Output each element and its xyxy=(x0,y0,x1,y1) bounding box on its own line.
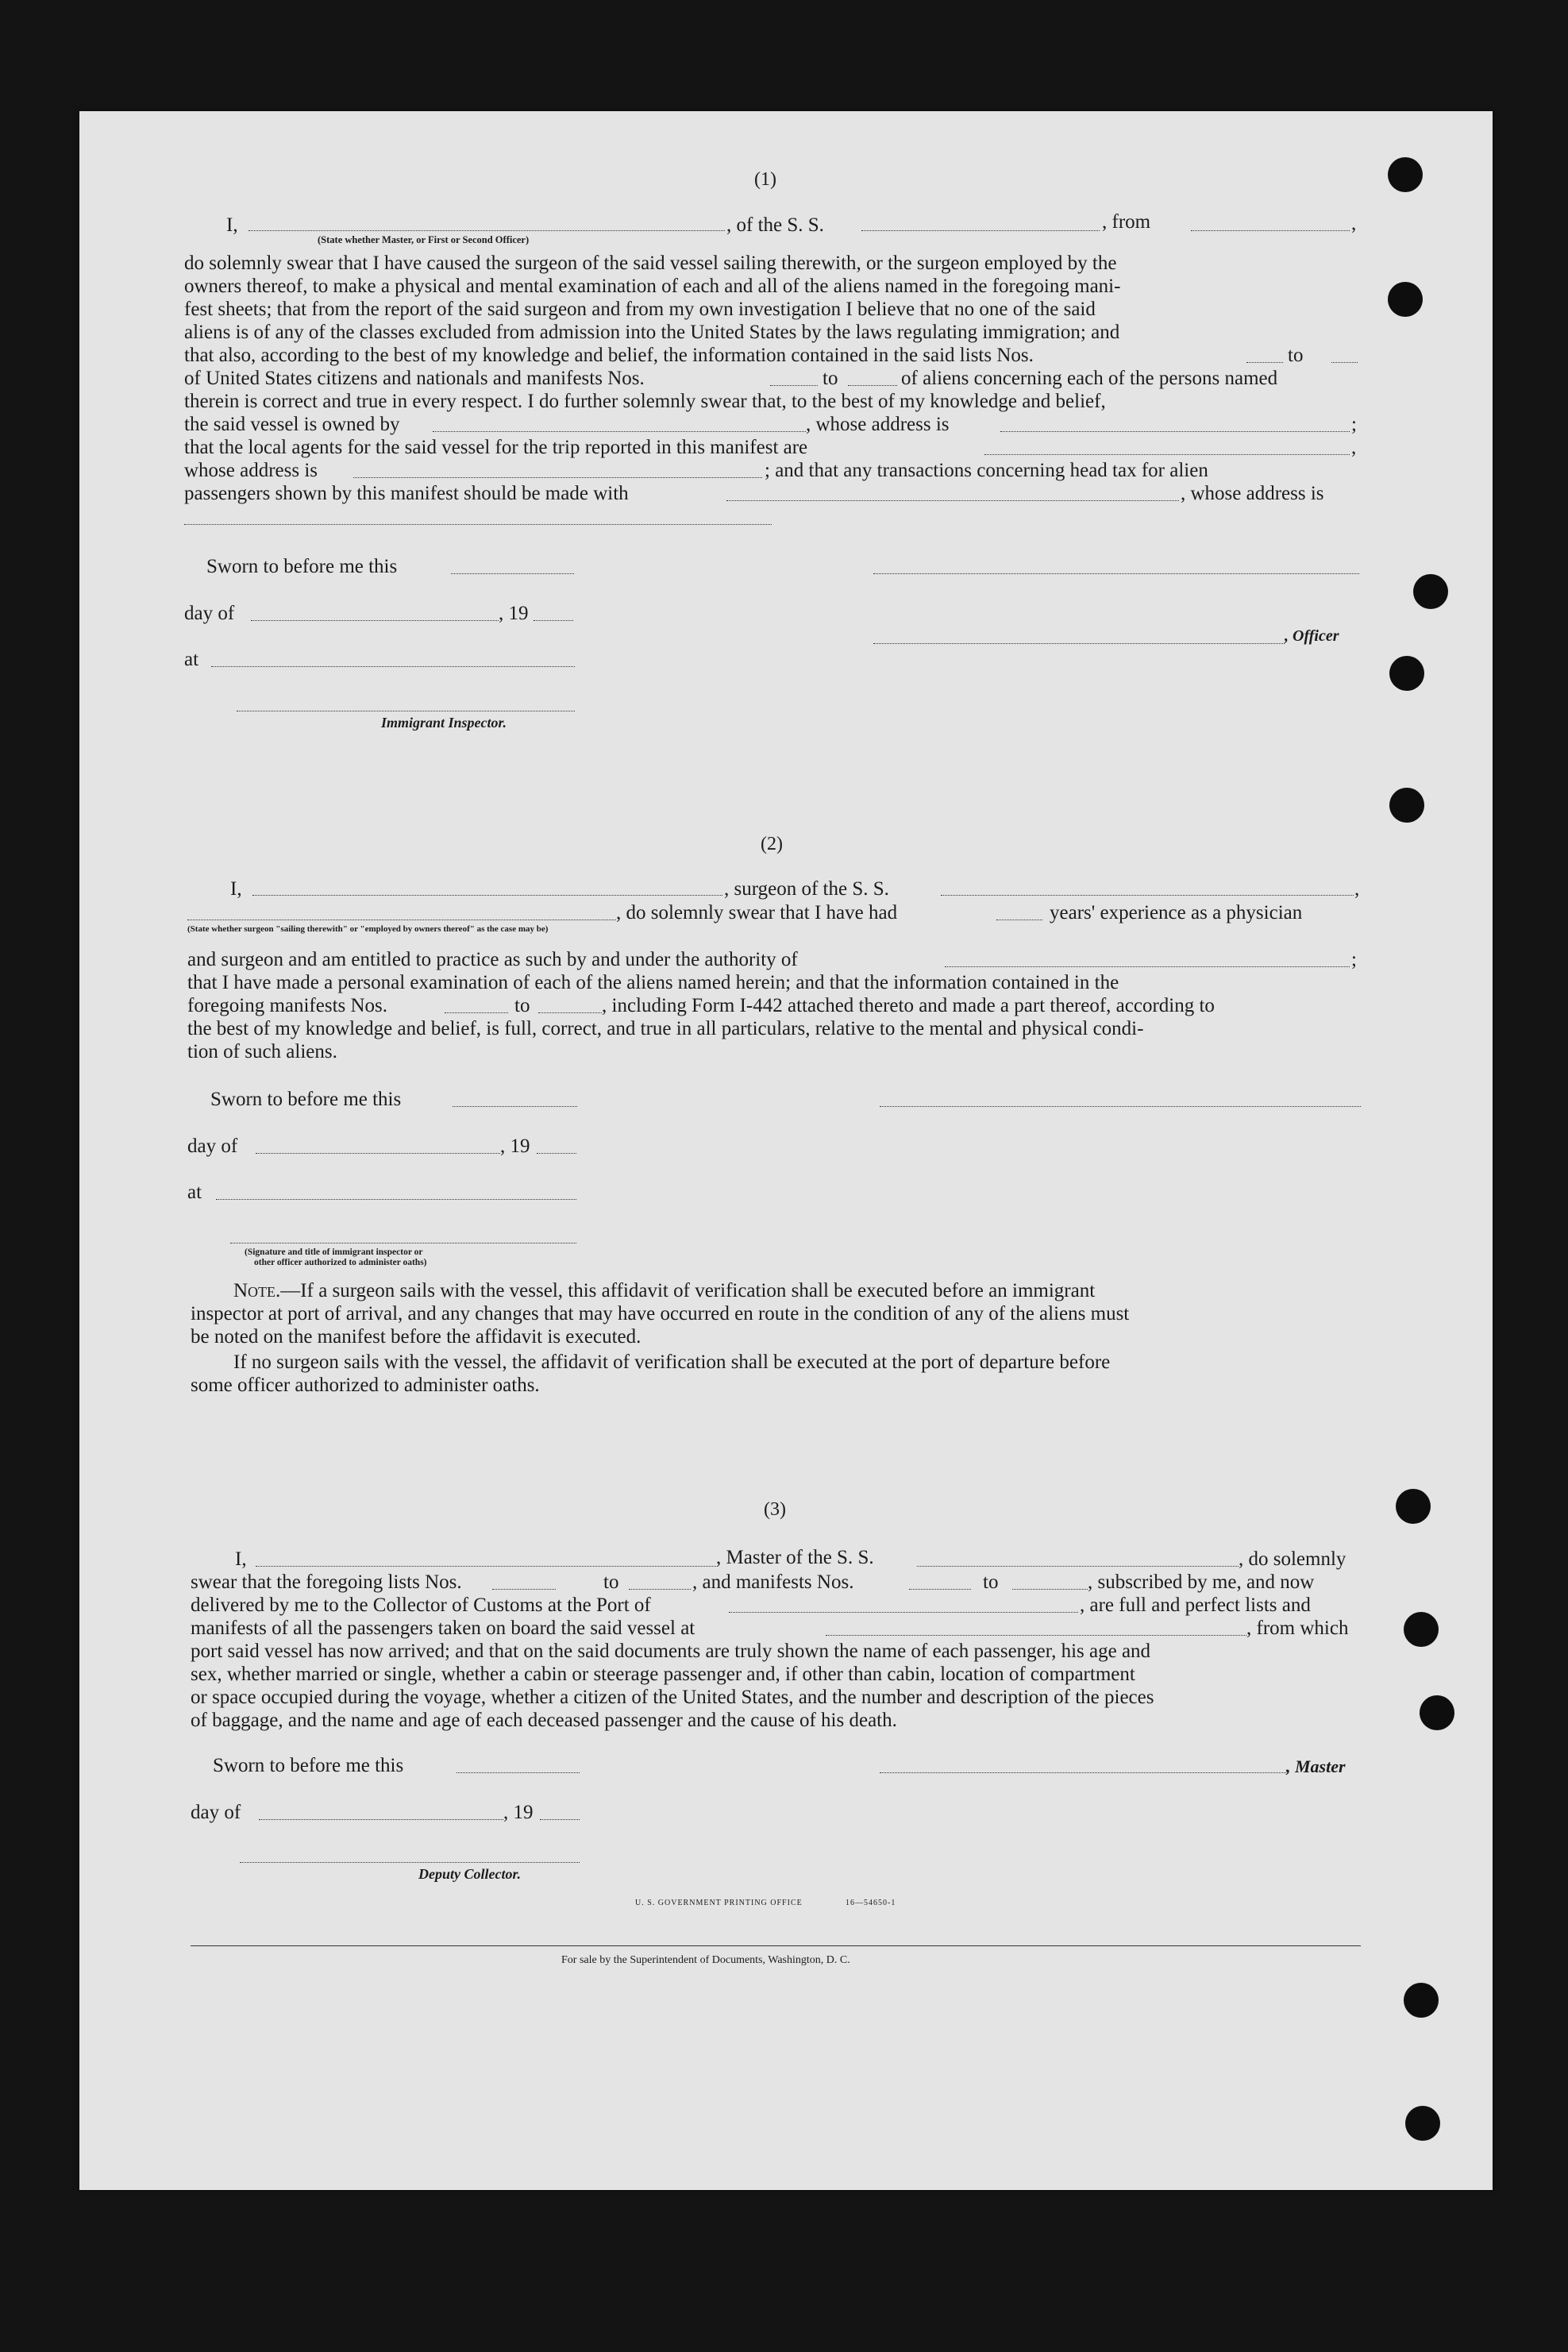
collector-signature-field[interactable] xyxy=(240,1862,580,1863)
manifests-to-field[interactable] xyxy=(538,1012,602,1013)
section-1-heading: (1) xyxy=(754,169,776,190)
note-label: Note. xyxy=(233,1280,281,1301)
section-3-to: to xyxy=(603,1571,619,1593)
section-3-manifests: , and manifests Nos. xyxy=(692,1571,854,1593)
section-1-owned-by: the said vessel is owned by xyxy=(184,414,400,435)
owner-address-field[interactable] xyxy=(1000,431,1350,432)
arrival-port-field[interactable] xyxy=(729,1612,1078,1613)
sworn-label: Sworn to before me this xyxy=(210,1089,402,1110)
section-2-years: years' experience as a physician xyxy=(1050,902,1303,923)
section-1-to: to xyxy=(823,368,838,389)
signature-field[interactable] xyxy=(873,573,1359,574)
officer-rank-field[interactable] xyxy=(248,230,725,231)
note-text: If no surgeon sails with the vessel, the affidavit of verification shall be executed at the port of departure before xyxy=(233,1351,1111,1373)
departure-port-field[interactable] xyxy=(1191,230,1350,231)
section-1-text: do solemnly swear that I have caused the surgeon of the said vessel sailing therewith, or the surgeon employed by the xyxy=(184,253,1117,274)
section-1-agents: that the local agents for the said vessel for the trip reported in this manifest are xyxy=(184,437,808,458)
year-field[interactable] xyxy=(534,620,573,621)
master-name-field[interactable] xyxy=(256,1566,716,1567)
section-3-text: sex, whether married or single, whether a cabin or steerage passenger and, if other than cabin, location of compartment xyxy=(191,1664,1135,1685)
deputy-collector-label: Deputy Collector. xyxy=(418,1866,521,1882)
section-3-text: port said vessel has now arrived; and that on the said documents are truly shown the name of each passenger, his age and xyxy=(191,1641,1151,1662)
punch-hole xyxy=(1404,1612,1439,1647)
surgeon-hint: (State whether surgeon "sailing therewith" or "employed by owners thereof" as the case may be) xyxy=(187,924,549,934)
manifests-from-field[interactable] xyxy=(909,1589,971,1590)
section-3-taken-at: manifests of all the passengers taken on board the said vessel at xyxy=(191,1617,695,1639)
vessel-name-field[interactable] xyxy=(941,895,1354,896)
punch-hole xyxy=(1420,1695,1454,1730)
agents-field[interactable] xyxy=(984,454,1350,455)
officer-signature-field[interactable] xyxy=(873,643,1285,644)
year-label: , 19 xyxy=(503,1802,534,1823)
note-text: —If a surgeon sails with the vessel, this affidavit of verification shall be executed before an immigrant xyxy=(280,1280,1096,1301)
immigrant-inspector-label: Immigrant Inspector. xyxy=(381,715,507,731)
note-text: some officer authorized to administer oaths. xyxy=(191,1375,540,1396)
punch-hole xyxy=(1413,574,1448,609)
signature-hint: (Signature and title of immigrant inspector or xyxy=(245,1247,423,1257)
punch-hole xyxy=(1404,1983,1439,2018)
agents-address-field[interactable] xyxy=(353,477,762,478)
section-1-comma: , xyxy=(1351,437,1357,458)
section-3-ss-label: , Master of the S. S. xyxy=(716,1547,874,1568)
section-3-text: or space occupied during the voyage, whether a citizen of the United States, and the number and description of the pieces xyxy=(191,1687,1154,1708)
section-1-address-label: , whose address is xyxy=(1181,483,1324,504)
section-3-to: to xyxy=(983,1571,999,1593)
section-1-address-label: whose address is xyxy=(184,460,318,481)
section-2-i: I, xyxy=(230,878,242,900)
day-of-label: day of xyxy=(191,1802,241,1823)
surgeon-signature-field[interactable] xyxy=(880,1106,1361,1107)
lists-from-field[interactable] xyxy=(1246,362,1283,363)
section-3-heading: (3) xyxy=(764,1499,786,1520)
sworn-date-field[interactable] xyxy=(451,573,574,574)
head-tax-address-field[interactable] xyxy=(184,524,772,525)
section-3-port-of: delivered by me to the Collector of Customs at the Port of xyxy=(191,1594,651,1616)
manifests-to-field[interactable] xyxy=(848,385,897,386)
sale-notice: For sale by the Superintendent of Documents, Washington, D. C. xyxy=(561,1954,850,1966)
signature-hint: other officer authorized to administer oaths) xyxy=(254,1258,427,1267)
officer-hint: (State whether Master, or First or Second Officer) xyxy=(318,234,530,245)
year-field[interactable] xyxy=(537,1153,576,1154)
section-1-to: to xyxy=(1288,345,1304,366)
section-2-text: that I have made a personal examination of each of the aliens named herein; and that the information contained in the xyxy=(187,972,1119,993)
year-field[interactable] xyxy=(540,1819,580,1820)
year-label: , 19 xyxy=(499,603,529,624)
vessel-name-field[interactable] xyxy=(861,230,1100,231)
year-label: , 19 xyxy=(500,1136,530,1157)
sworn-date-field[interactable] xyxy=(453,1106,577,1107)
section-3-text: , are full and perfect lists and xyxy=(1080,1594,1311,1616)
authority-field[interactable] xyxy=(945,966,1350,967)
printing-office-label: U. S. GOVERNMENT PRINTING OFFICE xyxy=(635,1899,803,1907)
form-number: 16—54650-1 xyxy=(846,1899,896,1907)
section-2-comma: , xyxy=(1354,878,1360,900)
section-3-solemnly: , do solemnly xyxy=(1239,1548,1346,1570)
at-field[interactable] xyxy=(211,666,575,667)
day-of-field[interactable] xyxy=(259,1819,503,1820)
lists-to-field[interactable] xyxy=(1331,362,1358,363)
section-2-text: the best of my knowledge and belief, is full, correct, and true in all particulars, relative to the mental and physical condi- xyxy=(187,1018,1144,1039)
lists-to-field[interactable] xyxy=(629,1589,691,1590)
section-1-semicolon: ; xyxy=(1351,414,1357,435)
section-3-text: , subscribed by me, and now xyxy=(1088,1571,1315,1593)
section-2-text: , including Form I-442 attached thereto and made a part thereof, according to xyxy=(602,995,1215,1016)
section-2-ss-label: , surgeon of the S. S. xyxy=(724,878,889,900)
note-text: be noted on the manifest before the affidavit is executed. xyxy=(191,1326,641,1348)
day-of-field[interactable] xyxy=(251,620,499,621)
officer-label: , Officer xyxy=(1285,627,1339,645)
vessel-name-field[interactable] xyxy=(917,1566,1239,1567)
section-1-comma: , xyxy=(1351,213,1357,234)
punch-hole xyxy=(1405,2106,1440,2141)
section-2-to: to xyxy=(514,995,530,1016)
punch-hole xyxy=(1388,157,1423,192)
sworn-label: Sworn to before me this xyxy=(213,1755,404,1776)
section-1-text: owners thereof, to make a physical and mental examination of each and all of the aliens named in the foregoing mani- xyxy=(184,276,1121,297)
note-line xyxy=(233,1280,1095,1302)
section-3-text: of baggage, and the name and age of each deceased passenger and the cause of his death. xyxy=(191,1710,897,1731)
section-2-heading: (2) xyxy=(761,834,783,854)
section-3-text: , from which xyxy=(1246,1617,1349,1639)
section-2-swear: , do solemnly swear that I have had xyxy=(616,902,898,923)
sworn-date-field[interactable] xyxy=(457,1772,580,1773)
at-label: at xyxy=(187,1182,202,1203)
section-1-from-label: , from xyxy=(1102,211,1151,233)
section-1-ss-label: , of the S. S. xyxy=(726,214,824,236)
day-of-label: day of xyxy=(184,603,235,624)
section-1-i: I, xyxy=(226,214,238,236)
footer-divider xyxy=(191,1945,1361,1946)
section-1-text: ; and that any transactions concerning head tax for alien xyxy=(765,460,1208,481)
note-text: inspector at port of arrival, and any changes that may have occurred en route in the condition of any of the aliens must xyxy=(191,1303,1130,1324)
section-1-text: aliens is of any of the classes excluded from admission into the United States by the laws regulating immigration; and xyxy=(184,322,1120,343)
section-1-head-tax: passengers shown by this manifest should be made with xyxy=(184,483,629,504)
section-1-text: that also, according to the best of my knowledge and belief, the information contained in the said lists Nos. xyxy=(184,345,1034,366)
section-2-authority: and surgeon and am entitled to practice as such by and under the authority of xyxy=(187,949,798,970)
section-2-semicolon: ; xyxy=(1351,949,1357,970)
punch-hole xyxy=(1389,788,1424,823)
sworn-label: Sworn to before me this xyxy=(206,556,398,577)
surgeon-name-field[interactable] xyxy=(252,895,722,896)
section-1-text: of United States citizens and nationals and manifests Nos. xyxy=(184,368,645,389)
day-of-label: day of xyxy=(187,1136,238,1157)
section-1-address-label: , whose address is xyxy=(806,414,950,435)
master-signature-field[interactable] xyxy=(880,1772,1286,1773)
at-field[interactable] xyxy=(216,1199,576,1200)
punch-hole xyxy=(1388,282,1423,317)
manifests-from-field[interactable] xyxy=(770,385,818,386)
owner-field[interactable] xyxy=(433,431,806,432)
punch-hole xyxy=(1396,1489,1431,1524)
section-3-i: I, xyxy=(235,1548,247,1570)
punch-hole xyxy=(1389,656,1424,691)
day-of-field[interactable] xyxy=(256,1153,500,1154)
at-label: at xyxy=(184,649,199,670)
section-1-text: fest sheets; that from the report of the said surgeon and from my own investigation I believe that no one of the said xyxy=(184,299,1096,320)
section-2-text: tion of such aliens. xyxy=(187,1041,337,1062)
lists-from-field[interactable] xyxy=(492,1589,556,1590)
section-1-text: therein is correct and true in every respect. I do further solemnly swear that, to the best of my knowledge and belief, xyxy=(184,391,1106,412)
head-tax-party-field[interactable] xyxy=(726,500,1179,501)
master-label: , Master xyxy=(1286,1756,1346,1776)
section-3-lists: swear that the foregoing lists Nos. xyxy=(191,1571,462,1593)
manifests-to-field[interactable] xyxy=(1012,1589,1088,1590)
section-2-manifests: foregoing manifests Nos. xyxy=(187,995,388,1016)
manifests-from-field[interactable] xyxy=(445,1012,508,1013)
section-1-text: of aliens concerning each of the persons named xyxy=(901,368,1278,389)
departure-port-field[interactable] xyxy=(826,1635,1246,1636)
